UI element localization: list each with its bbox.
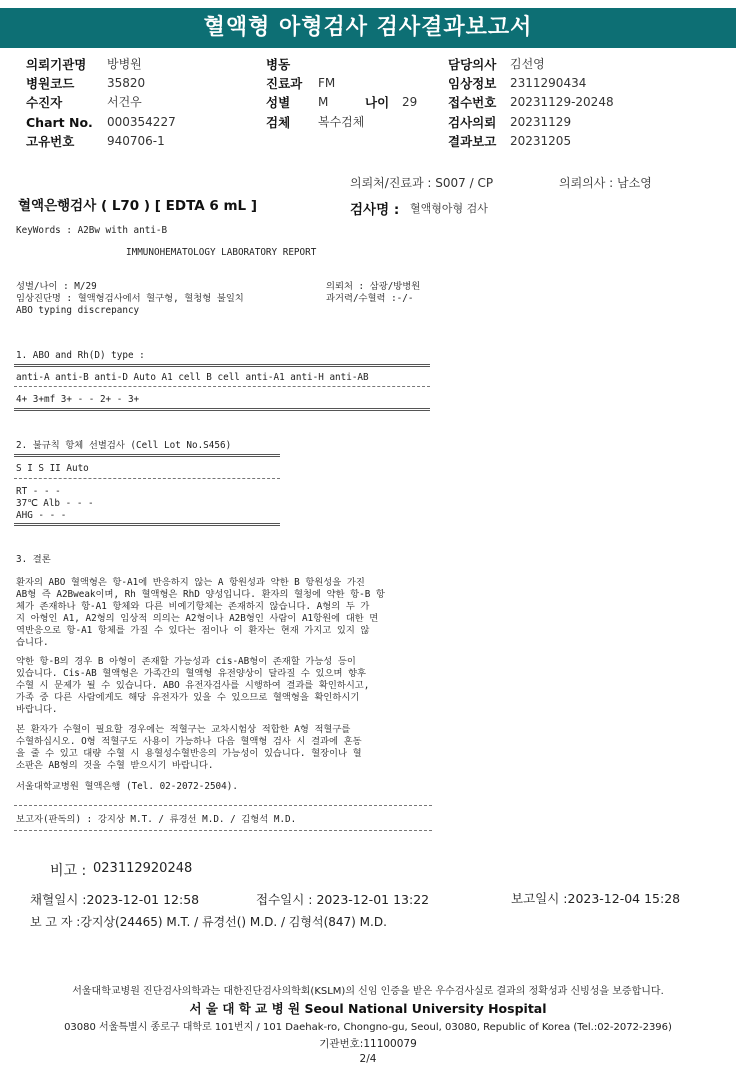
conclusion-line: 가족 중 다른 사람에게도 해당 유전자가 있을 수 있으므로 혈액형을 확인하시기: [16, 692, 360, 703]
abo-rule-bottom: [14, 408, 430, 411]
demographics-referral: 의뢰처 : 삼광/방병원: [326, 281, 421, 292]
report-title: 혈액형 아형검사 검사결과보고서: [0, 8, 736, 48]
antibody-rule-bottom: [14, 523, 280, 526]
sex-label: 성별: [266, 95, 291, 110]
antibody-rule-top: [14, 454, 280, 457]
conclusion-title: 3. 결론: [16, 554, 51, 565]
test-request-date-label: 검사의뢰: [448, 115, 497, 130]
abo-section-title: 1. ABO and Rh(D) type :: [16, 350, 145, 361]
attending-physician-value: 김선영: [510, 57, 545, 71]
antibody-row-rt: RT - - -: [16, 486, 61, 497]
antibody-rule-mid: [14, 478, 280, 479]
unique-id-label: 고유번호: [26, 134, 75, 149]
test-name-value: 혈액형아형 검사: [410, 202, 488, 215]
conclusion-line: 역반응으로 항-A1 항체를 가질 수 있다는 점이나 이 환자는 현재 가지고 있지 않: [16, 625, 370, 636]
patient-name-value: 서건우: [107, 95, 142, 109]
test-code-title: 혈액은행검사 ( L70 ) [ EDTA 6 mL ]: [18, 198, 258, 214]
conclusion-line: 수혈 시 문제가 될 수 있습니다. ABO 유전자검사를 시행하여 결과를 확인하시고,: [16, 680, 370, 691]
referral-institution-value: 방병원: [107, 57, 142, 71]
unique-id-value: 940706-1: [107, 134, 165, 148]
conclusion-line: 수혈하십시오. O형 적혈구도 사용이 가능하나 다음 혈액형 검사 시 결과에 혼동: [16, 736, 362, 747]
hospital-name: 서 울 대 학 교 병 원 Seoul National University Hospital: [189, 1001, 547, 1016]
conclusion-line: 바랍니다.: [16, 704, 58, 715]
blood-bank-signature: 서울대학교병원 혈액은행 (Tel. 02-2072-2504).: [16, 781, 238, 792]
sex-value: M: [318, 95, 329, 109]
abo-rule-top: [14, 364, 430, 367]
department-label: 진료과: [266, 76, 303, 91]
lab-report-title: IMMUNOHEMATOLOGY LABORATORY REPORT: [126, 247, 317, 258]
result-report-date-label: 결과보고: [448, 134, 497, 149]
referring-doctor: 의뢰의사 : 남소영: [559, 176, 652, 190]
remarks-value: 023112920248: [93, 861, 193, 876]
page-number: 2/4: [359, 1053, 377, 1065]
chart-no-value: 000354227: [107, 115, 176, 129]
institution-number: 기관번호:11100079: [319, 1038, 417, 1050]
abo-headers: anti-A anti-B anti-D Auto A1 cell B cell anti-A1 anti-H anti-AB: [16, 372, 369, 383]
antibody-headers: S I S II Auto: [16, 463, 89, 474]
conclusion-line: 을 줄 수 있고 대량 수혈 시 용혈성수혈반응의 가능성이 있습니다. 혈장이나 혈: [16, 748, 362, 759]
referral-institution-label: 의뢰기관명: [26, 57, 87, 72]
result-report-date-value: 20231205: [510, 134, 572, 148]
report-datetime: 보고일시 :2023-12-04 15:28: [511, 891, 681, 906]
ward-label: 병동: [266, 57, 291, 72]
age-value: 29: [402, 95, 418, 109]
hospital-code-label: 병원코드: [26, 76, 75, 91]
clinical-info-label: 임상정보: [448, 76, 497, 91]
conclusion-line: 지 아형인 A1, A2형의 임상적 의의는 A2형이나 A2B형인 사람이 A1항원에 대한 면: [16, 613, 379, 624]
reporters-footer: 보 고 자 :강지상(24465) M.T. / 류경선() M.D. / 김형석(847) M.D.: [30, 915, 387, 929]
abo-values: 4+ 3+mf 3+ - - 2+ - 3+: [16, 394, 140, 405]
patient-info-grid: [0, 55, 736, 155]
conclusion-line: 습니다.: [16, 637, 49, 648]
clinical-info-value: 2311290434: [510, 76, 587, 90]
keywords: KeyWords : A2Bw with anti-B: [16, 225, 168, 236]
conclusion-line: 소판은 AB형의 것을 수혈 받으시기 바랍니다.: [16, 760, 214, 771]
abo-rule-mid: [14, 386, 430, 387]
accession-no-label: 접수번호: [448, 95, 497, 110]
reporter-rule-top: [14, 805, 432, 806]
chart-no-label: Chart No.: [26, 115, 93, 130]
conclusion-line: 약한 항-B의 경우 B 아형이 존재할 가능성과 cis-AB형이 존재할 가능성 등이: [16, 656, 356, 667]
demographics-history: 과거력/수혈력 :-/-: [326, 293, 414, 304]
conclusion-line: 환자의 ABO 혈액형은 항-A1에 반응하지 않는 A 항원성과 약한 B 항원성을 가진: [16, 577, 365, 588]
remarks-label: 비고 :: [50, 863, 87, 879]
certification-statement: 서울대학교병원 진단검사의학과는 대한진단검사의학회(KSLM)의 신임 인증을 받은 우수검사실로 결과의 정확성과 신빙성을 보증합니다.: [72, 986, 664, 997]
antibody-row-ahg: AHG - - -: [16, 510, 67, 521]
hospital-address: 03080 서울특별시 종로구 대학로 101번지 / 101 Daehak-ro, Chongno-gu, Seoul, 03080, Republic of Korea (Tel.:02-2072-2396): [64, 1022, 672, 1033]
received-datetime: 접수일시 : 2023-12-01 13:22: [256, 892, 430, 907]
hospital-code-value: 35820: [107, 76, 146, 90]
age-label: 나이: [365, 95, 390, 110]
test-request-date-value: 20231129: [510, 115, 572, 129]
referral-dept: 의뢰처/진료과 : S007 / CP: [350, 176, 494, 190]
conclusion-line: 체가 존재하나 항-A1 항체와 다른 비예기항체는 존재하지 않습니다. A형의 두 가: [16, 601, 370, 612]
reporter-rule-bottom: [14, 830, 432, 831]
demographics-sex-age: 성별/나이 : M/29: [16, 281, 97, 292]
conclusion-line: AB형 즉 A2Bweak이며, Rh 혈액형은 RhD 양성입니다. 환자의 혈청에 약한 항-B 항: [16, 589, 385, 600]
demographics-diagnosis-en: ABO typing discrepancy: [16, 305, 140, 316]
conclusion-line: 있습니다. Cis-AB 혈액형은 가족간의 혈액형 유전양상이 달라질 수 있으며 향후: [16, 668, 366, 679]
specimen-label: 검체: [266, 115, 291, 130]
attending-physician-label: 담당의사: [448, 57, 497, 72]
conclusion-line: 본 환자가 수혈이 필요할 경우에는 적혈구는 교차시험상 적합한 A형 적혈구를: [16, 724, 351, 735]
accession-no-value: 20231129-20248: [510, 95, 614, 109]
antibody-row-37c: 37℃ Alb - - -: [16, 498, 94, 509]
antibody-section-title: 2. 불규칙 항체 선별검사 (Cell Lot No.S456): [16, 440, 232, 451]
reporters-mono: 보고자(판독의) : 강지상 M.T. / 류경선 M.D. / 김형석 M.D.: [16, 814, 297, 825]
patient-name-label: 수진자: [26, 95, 63, 110]
collection-datetime: 채혈일시 :2023-12-01 12:58: [30, 892, 200, 907]
test-name-label: 검사명 :: [350, 202, 400, 218]
department-value: FM: [318, 76, 336, 90]
specimen-value: 복수검체: [318, 115, 365, 129]
demographics-diagnosis: 임상진단명 : 혈액형검사에서 혈구형, 혈청형 불일치: [16, 293, 244, 304]
